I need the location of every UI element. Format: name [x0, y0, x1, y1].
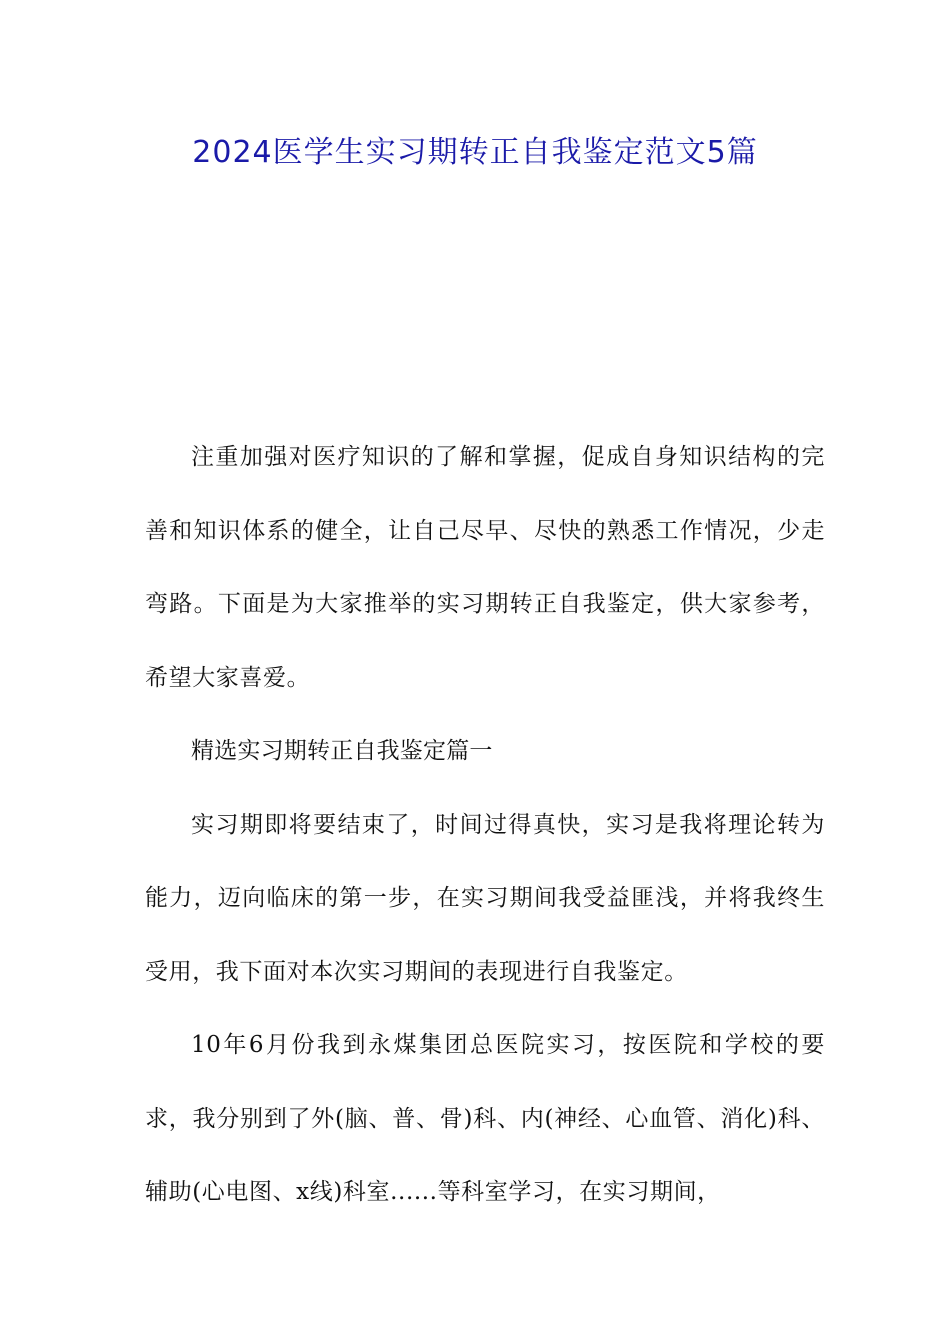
document-body	[145, 421, 825, 1230]
body-paragraph: 10年6月份我到永煤集团总医院实习，按医院和学校的要求，我分别到了外(脑、普、骨)科、内(神经、心血管、消化)科、辅助(心电图、x线)科室......等科室学习，在实习期间，	[145, 1032, 825, 1205]
body-paragraph: 实习期即将要结束了，时间过得真快，实习是我将理论转为能力，迈向临床的第一步，在实习期间我受益匪浅，并将我终生受用，我下面对本次实习期间的表现进行自我鉴定。	[145, 811, 825, 985]
document-title: 2024医学生实习期转正自我鉴定范文5篇	[192, 135, 758, 170]
section-heading: 精选实习期转正自我鉴定篇一	[191, 738, 493, 764]
intro-paragraph: 注重加强对医疗知识的了解和掌握，促成自身知识结构的完善和知识体系的健全，让自己尽早、尽快的熟悉工作情况，少走弯路。下面是为大家推举的实习期转正自我鉴定，供大家参考，希望大家喜爱。	[145, 444, 825, 691]
